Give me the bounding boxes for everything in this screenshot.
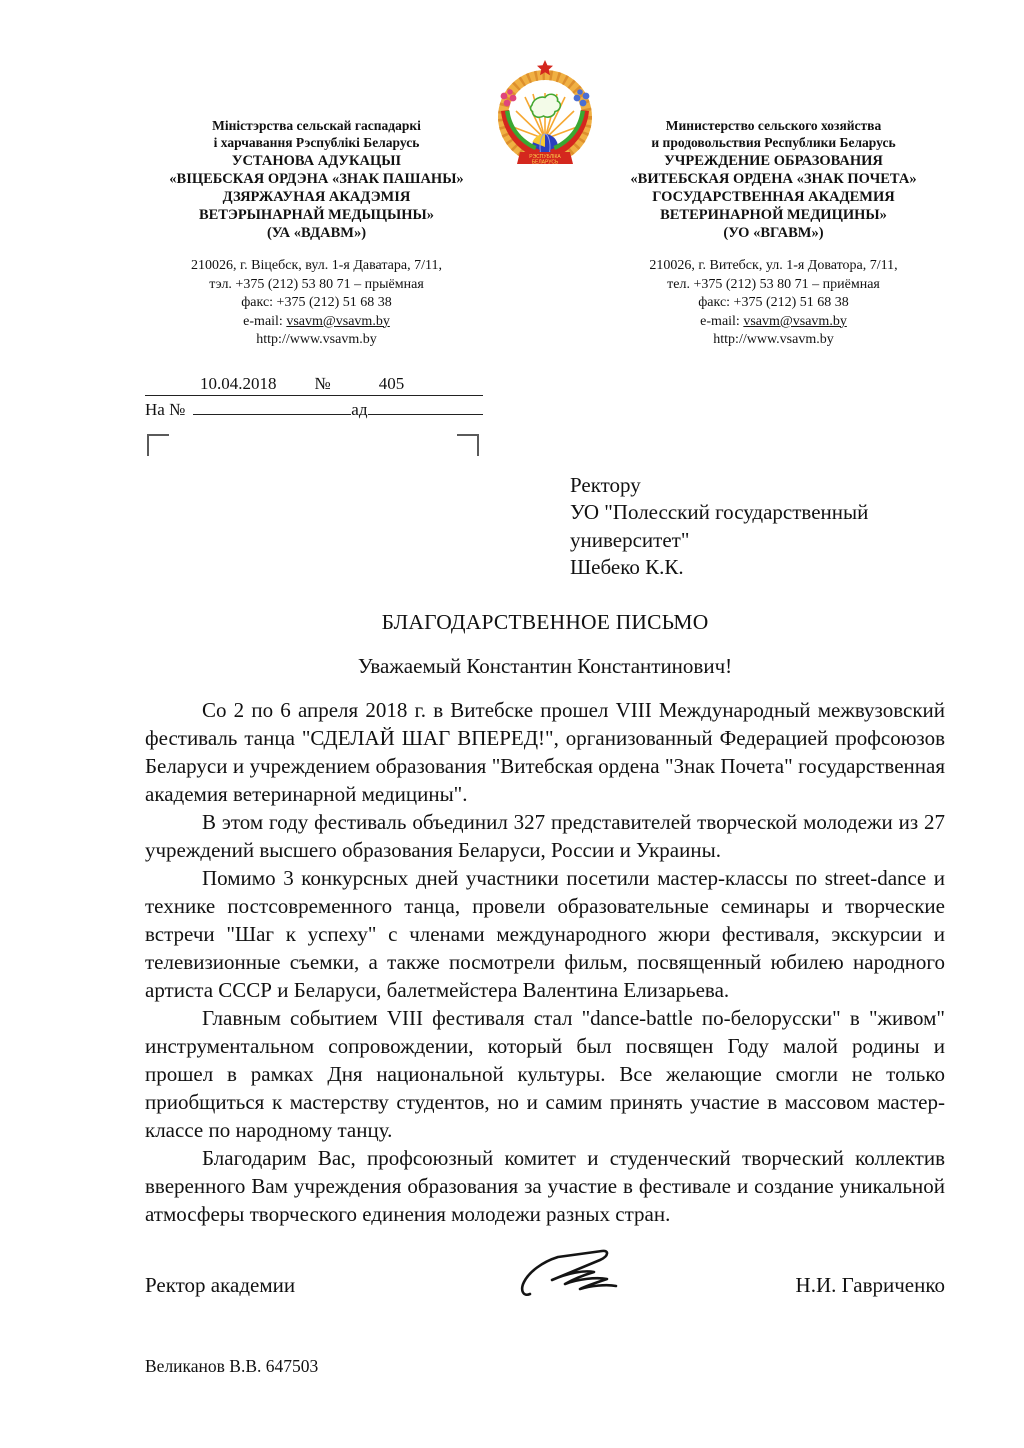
recipient-block: [570, 472, 945, 582]
ministry-name-by: [145, 117, 488, 151]
emblem-ribbon-text-2: БЕЛАРУСЬ: [531, 159, 559, 166]
signer-position: Ректор академии: [145, 1273, 296, 1297]
signature-icon: [508, 1248, 638, 1304]
recipient-line: университет": [570, 527, 690, 552]
ref-reply-line: [145, 400, 483, 420]
ref-block: [145, 374, 483, 420]
coat-of-arms-icon: [492, 55, 598, 167]
org-line: (УО «ВГАВМ»): [723, 225, 824, 241]
paragraph: Со 2 по 6 апреля 2018 г. в Витебске прошел VIII Международный межвузовский фестиваль танца "СДЕЛАЙ ШАГ ВПЕРЕД!", организованный Федерацией профсоюзов Беларуси и учреждением образования "Витебская ордена "Знак Почета" государственная академия ветеринарной медицины".: [145, 697, 945, 806]
paragraph: Помимо 3 конкурсных дней участники посетили мастер-классы по street-dance и технике постсовременного танца, провели образовательные семинары и творческие встречи "Шаг к успеху" с членами международного жюри фестиваля, экскурсии и телевизионные съемки, а также посмотрели фильм, посвященный юбилею народного артиста СССР и Беларуси, балетмейстера Валентина Елизарьева.: [145, 865, 945, 1002]
org-line: УСТАНОВА АДУКАЦЫІ: [231, 153, 402, 169]
org-line: ВЕТЭРЫНАРНАЙ МЕДЫЦЫНЫ»: [198, 207, 435, 223]
email-link[interactable]: vsavm@vsavm.by: [743, 313, 847, 329]
email-line: [602, 313, 945, 332]
address-line: 210026, г. Витебск, ул. 1-я Доватора, 7/11,: [649, 258, 898, 273]
org-name-ru: [602, 152, 945, 242]
recipient-line: УО "Полесский государственный: [570, 500, 869, 524]
letter-body: [145, 696, 945, 1228]
contacts-right: [602, 257, 945, 350]
ministry-line: Міністэрства сельскай гаспадаркі: [212, 118, 421, 133]
emblem-ribbon-text-1: РЭСПУБЛІКА: [529, 154, 561, 160]
paragraph: Главным событием VIII фестиваля стал "dance-battle по-белорусски" в "живом" инструментальном сопровождении, который был посвящен Году малой родины и прошел в рамках Дня национальной культуры. Все желающие смогли не только приобщиться к мастерству студентов, но и самим принять участие в массовом мастер-классе по народному танцу.: [145, 1005, 945, 1142]
corner-bracket-right: [457, 434, 479, 456]
website-link[interactable]: http://www.vsavm.by: [713, 332, 834, 347]
letter-title: БЛАГОДАРСТВЕННОЕ ПИСЬМО: [381, 609, 709, 634]
corner-bracket-left: [147, 434, 169, 456]
letterhead-right: [602, 117, 945, 350]
email-label: e-mail:: [243, 313, 287, 329]
org-line: «ВИТЕБСКАЯ ОРДЕНА «ЗНАК ПОЧЕТА»: [630, 171, 917, 187]
email-line: [145, 313, 488, 332]
belarus-coat-of-arms: [492, 55, 598, 172]
signer-name: Н.И. Гавриченко: [795, 1273, 945, 1297]
org-line: ГОСУДАРСТВЕННАЯ АКАДЕМИЯ: [652, 189, 895, 205]
phone-line: тел. +375 (212) 53 80 71 – приёмная: [667, 276, 880, 292]
number-sign: №: [314, 373, 331, 393]
recipient-line: Шебеко К.К.: [570, 555, 684, 579]
letter-number: 405: [378, 373, 405, 393]
letter-date: 10.04.2018: [200, 373, 277, 393]
ministry-line: Министерство сельского хозяйства: [665, 118, 882, 133]
email-label: e-mail:: [700, 313, 744, 329]
website-link[interactable]: http://www.vsavm.by: [256, 332, 377, 347]
address-zone-brackets: [145, 434, 483, 464]
signature-row: [145, 1258, 945, 1314]
address-line: 210026, г. Віцебск, вул. 1-я Даватара, 7/11,: [191, 258, 442, 273]
recipient-line: Ректору: [570, 472, 641, 497]
phone-line: тэл. +375 (212) 53 80 71 – прыёмная: [209, 276, 424, 292]
salutation: Уважаемый Константин Константинович!: [357, 653, 733, 678]
ref-date-line: [145, 374, 483, 396]
fax-line: факс: +375 (212) 51 68 38: [698, 295, 849, 310]
letterhead-left: [145, 117, 488, 350]
org-line: «ВІЦЕБСКАЯ ОРДЭНА «ЗНАК ПАШАНЫ»: [169, 171, 464, 187]
fax-line: факс: +375 (212) 51 68 38: [241, 295, 392, 310]
ministry-line: і харчавання Рэспублікі Беларусь: [213, 135, 420, 150]
reply-label: На №: [145, 399, 186, 419]
letterhead: [145, 55, 945, 350]
org-name-by: [145, 152, 488, 242]
paragraph: Благодарим Вас, профсоюзный комитет и студенческий творческий коллектив вверенного Вам учреждения образования за участие в фестивале и создание уникальной атмосферы творческого единения молодежи разных стран.: [145, 1145, 945, 1226]
ministry-line: и продовольствия Республики Беларусь: [651, 135, 896, 150]
paragraph: В этом году фестиваль объединил 327 представителей творческой молодежи из 27 учреждений высшего образования Беларуси, России и Украины.: [145, 809, 945, 862]
org-line: УЧРЕЖДЕНИЕ ОБРАЗОВАНИЯ: [664, 153, 883, 169]
org-line: ДЗЯРЖАУНАЯ АКАДЭМІЯ: [222, 189, 411, 205]
email-link[interactable]: vsavm@vsavm.by: [286, 313, 390, 329]
handwritten-signature: [508, 1248, 638, 1309]
org-line: (УА «ВДАВМ»): [266, 225, 367, 241]
org-line: ВЕТЕРИНАРНОЙ МЕДИЦИНЫ»: [660, 207, 887, 223]
reply-from-label: ад: [351, 399, 368, 419]
contacts-left: [145, 257, 488, 350]
executor-line: Великанов В.В. 647503: [145, 1355, 319, 1376]
ministry-name-ru: [602, 117, 945, 151]
